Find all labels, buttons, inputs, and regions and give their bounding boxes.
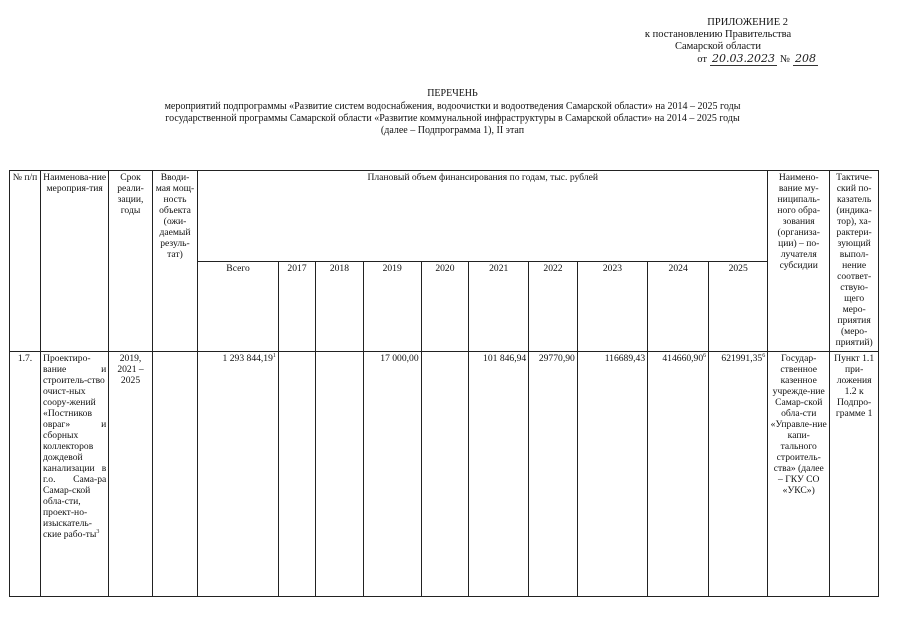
cell-name [41, 352, 109, 597]
cell-name-text: Проектиро-вание и строитель-ство очист-ных соору-жений «Постников овраг» и сборных коллекторов дождевой канализации в г.о. Сама-ра Самар-ской обла-сти, проект-но-изыскатель-ские рабо-ты [43, 353, 107, 540]
cell-total-value: 1 293 844,19 [222, 353, 273, 364]
cell-year-value [316, 352, 364, 597]
header-capacity: Вводи-мая мощ-ность объекта (ожи-даемый резуль-тат) [152, 171, 198, 352]
footnote-mark: 6 [762, 352, 766, 359]
handwritten-date: 20.03.2023 [711, 52, 775, 65]
cell-year-number: 621991,35 [721, 353, 763, 364]
cell-capacity [152, 352, 198, 597]
header-num: № п/п [10, 171, 41, 352]
header-name: Наименова-ние мероприя-тия [41, 171, 109, 352]
cell-year-value: 116689,43 [577, 352, 647, 597]
cell-year-value [709, 352, 768, 597]
cell-year-number: 414660,90 [662, 353, 704, 364]
table-row [10, 352, 879, 597]
cell-year-value: 101 846,94 [469, 352, 529, 597]
appendix-line-2: Самарской области [675, 41, 761, 52]
header-year: 2020 [421, 261, 469, 352]
footnote-mark: 3 [96, 528, 100, 535]
header-term: Срок реали-зации, годы [109, 171, 152, 352]
appendix-date-row [598, 53, 818, 66]
cell-recipient: Государ-ственное казенное учрежде-ние Самар-ской обла-сти «Управле-ние капи-тального строитель-ства» (далее – ГКУ СО «УКС») [768, 352, 830, 597]
cell-year-value [648, 352, 709, 597]
cell-year-value: 17 000,00 [363, 352, 421, 597]
header-year: 2021 [469, 261, 529, 352]
header-total: Всего [198, 261, 279, 352]
footnote-mark: 1 [272, 352, 276, 359]
cell-term: 2019, 2021 – 2025 [109, 352, 152, 597]
appendix-title: ПРИЛОЖЕНИЕ 2 [707, 17, 788, 28]
cell-total [198, 352, 279, 597]
header-funding-group: Плановый объем финансирования по годам, тыс. рублей [198, 171, 768, 262]
heading-line-3: (далее – Подпрограмма 1), II этап [380, 125, 525, 136]
footnote-mark: 6 [703, 352, 707, 359]
header-year: 2017 [278, 261, 315, 352]
cell-year-value [278, 352, 315, 597]
handwritten-number: 208 [795, 52, 816, 65]
heading-line-1: мероприятий подпрограммы «Развитие систем водоснабжения, водоочистки и водоотведения Самарской области» на 2014 – 2025 годы [164, 101, 741, 112]
measures-table [9, 170, 879, 597]
header-year: 2022 [529, 261, 578, 352]
appendix-line-1: к постановлению Правительства [644, 29, 792, 40]
date-prefix: от [697, 54, 707, 65]
header-year: 2023 [577, 261, 647, 352]
number-prefix: № [779, 54, 790, 65]
appendix-block [598, 17, 818, 66]
cell-year-value: 29770,90 [529, 352, 578, 597]
header-year: 2025 [709, 261, 768, 352]
cell-indicator: Пункт 1.1 при-ложения 1.2 к Подпро-грамме 1 [830, 352, 879, 597]
document-heading [0, 88, 905, 137]
header-recipient: Наимено-вание му-ниципаль-ного обра-зования (организа-ции) – по-лучателя субсидии [768, 171, 830, 352]
header-year: 2018 [316, 261, 364, 352]
cell-year-value [421, 352, 469, 597]
document-title: ПЕРЕЧЕНЬ [427, 88, 478, 99]
header-row-1 [10, 171, 879, 262]
header-year: 2024 [648, 261, 709, 352]
heading-line-2: государственной программы Самарской области «Развитие коммунальной инфраструктуры в Самарской области» на 2014 – 2025 годы [165, 113, 740, 124]
header-indicator: Тактиче-ский по-казатель (индика-тор), ха-рактери-зующий выпол-нение соответ-ствую-щего меро-приятия (меро-приятий) [830, 171, 879, 352]
cell-num: 1.7. [10, 352, 41, 597]
header-year: 2019 [363, 261, 421, 352]
